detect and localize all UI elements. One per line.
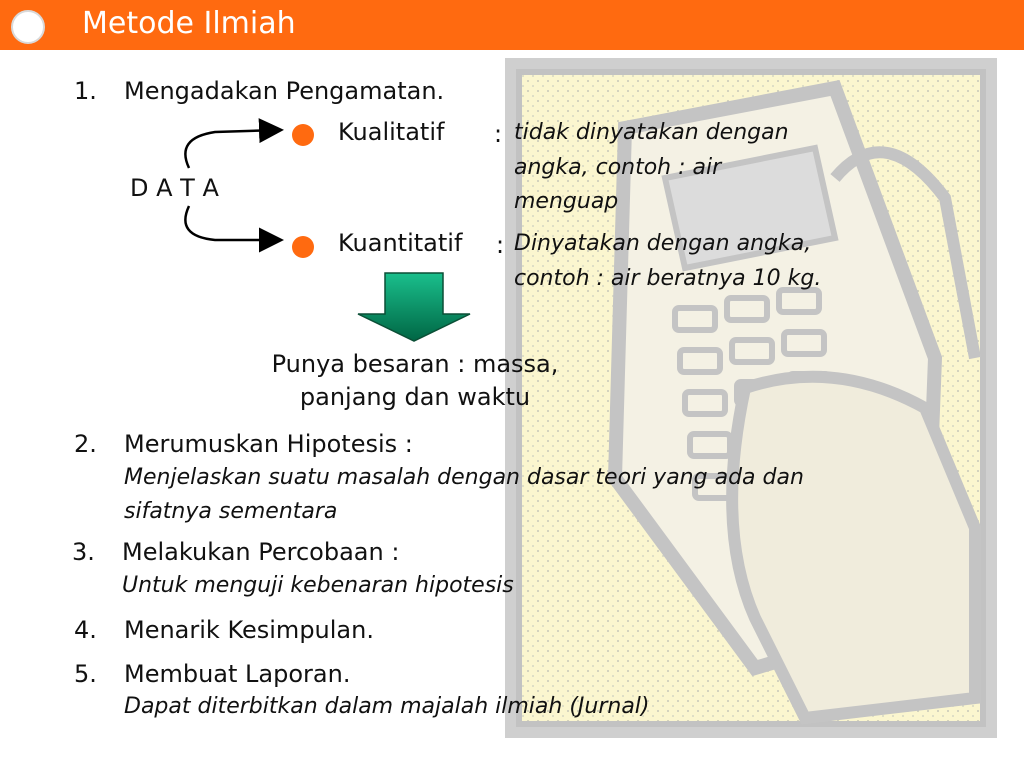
step-title: Merumuskan Hipotesis : — [124, 430, 413, 458]
step-title: Menarik Kesimpulan. — [124, 616, 374, 644]
kuantitatif-desc-line: Dinyatakan dengan angka, — [514, 231, 812, 256]
step-number: 2. — [74, 430, 97, 458]
data-label: D A T A — [130, 174, 219, 202]
step-number: 3. — [72, 538, 95, 566]
step-title: Mengadakan Pengamatan. — [124, 77, 445, 105]
step-desc-line: Untuk menguji kebenaran hipotesis — [122, 573, 514, 598]
orange-circle-icon — [292, 124, 314, 146]
branch-arrows — [175, 118, 295, 258]
circle-icon — [11, 10, 45, 44]
orange-circle-icon — [292, 236, 314, 258]
step-desc-line: sifatnya sementara — [124, 499, 338, 524]
slide-title: Metode Ilmiah — [82, 6, 296, 41]
kualitatif-colon: : — [494, 120, 503, 148]
step-number: 5. — [74, 660, 97, 688]
step-desc-line: Menjelaskan suatu masalah dengan dasar teori yang ada dan — [124, 465, 804, 490]
step-title: Membuat Laporan. — [124, 660, 351, 688]
step-title: Melakukan Percobaan : — [122, 538, 400, 566]
step-number: 4. — [74, 616, 97, 644]
kualitatif-desc-line: menguap — [514, 189, 619, 214]
result-line: panjang dan waktu — [299, 383, 531, 411]
kualitatif-desc-line: angka, contoh : air — [514, 155, 722, 180]
step-number: 1. — [74, 77, 97, 105]
title-bar — [0, 0, 1024, 50]
kuantitatif-label: Kuantitatif — [338, 229, 463, 257]
kuantitatif-desc-line: contoh : air beratnya 10 kg. — [514, 266, 822, 291]
result-line: Punya besaran : massa, — [271, 350, 559, 378]
kualitatif-label: Kualitatif — [338, 118, 445, 146]
kuantitatif-colon: : — [496, 231, 505, 259]
kualitatif-desc-line: tidak dinyatakan dengan — [514, 120, 789, 145]
down-arrow-icon — [356, 272, 472, 342]
step-desc-line: Dapat diterbitkan dalam majalah ilmiah (Jurnal) — [124, 694, 650, 719]
